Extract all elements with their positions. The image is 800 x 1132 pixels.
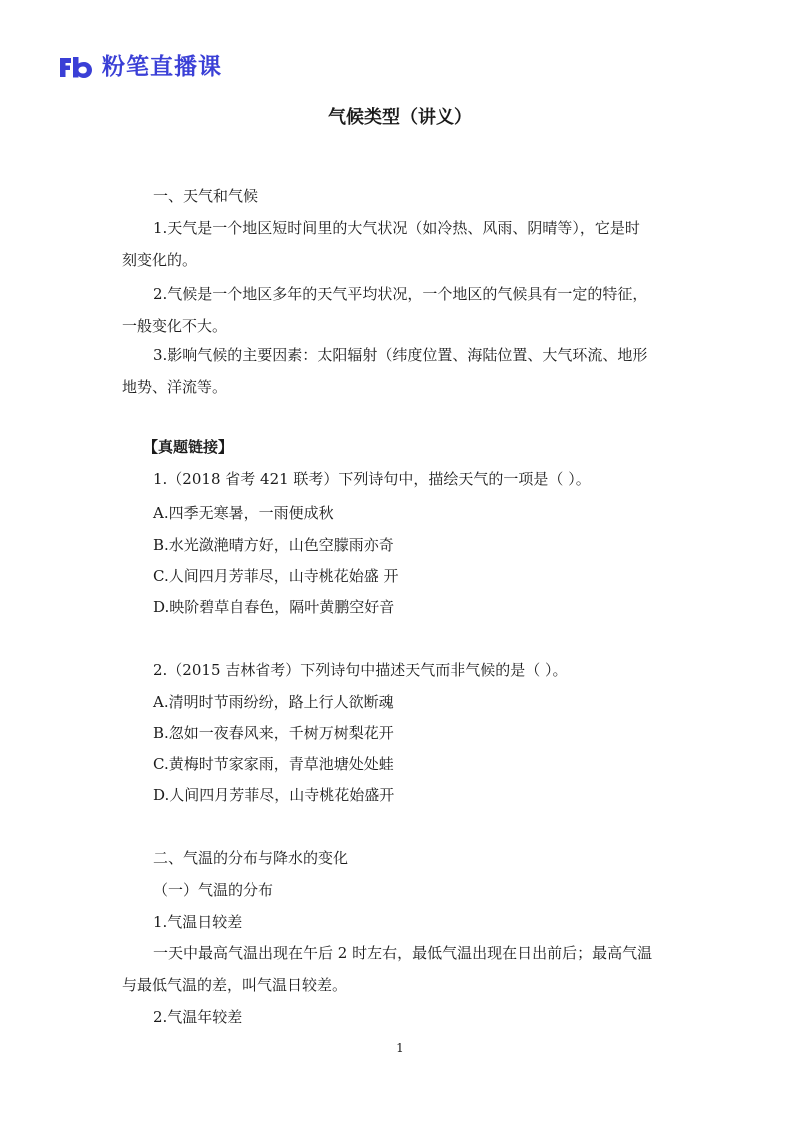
paragraph-line: 1.天气是一个地区短时间里的大气状况（如冷热、风雨、阴晴等），它是时 [153, 219, 640, 237]
sub-heading: （一）气温的分布 [153, 881, 274, 899]
paragraph-line: 与最低气温的差，叫气温日较差。 [122, 976, 348, 994]
paragraph-line: 地势、洋流等。 [122, 378, 228, 396]
section-heading-temperature: 二、气温的分布与降水的变化 [153, 849, 349, 867]
brand-logo [58, 52, 222, 82]
question-option: B.水光潋滟晴方好，山色空朦雨亦奇 [153, 536, 394, 554]
question-option: C.人间四月芳菲尽，山寺桃花始盛 开 [153, 567, 399, 585]
paragraph-line: 刻变化的。 [122, 251, 198, 269]
question-option: A.四季无寒暑，一雨便成秋 [153, 504, 334, 522]
question-option: B.忽如一夜春风来，千树万树梨花开 [153, 724, 394, 742]
list-item: 2.气温年较差 [153, 1008, 243, 1026]
exam-links-heading: 【真题链接】 [143, 438, 234, 456]
paragraph-line: 2.气候是一个地区多年的天气平均状况，一个地区的气候具有一定的特征， [153, 285, 648, 303]
paragraph-line: 一般变化不大。 [122, 317, 228, 335]
page-title: 气候类型（讲义） [328, 107, 472, 128]
question-stem: 1.（2018 省考 421 联考）下列诗句中，描绘天气的一项是（ ）。 [153, 470, 591, 488]
question-option: C.黄梅时节家家雨，青草池塘处处蛙 [153, 755, 394, 773]
brand-name: 粉笔直播课 [102, 54, 222, 80]
question-option: A.清明时节雨纷纷，路上行人欲断魂 [153, 693, 394, 711]
paragraph-line: 一天中最高气温出现在午后 2 时左右，最低气温出现在日出前后；最高气温 [153, 944, 653, 962]
question-option: D.人间四月芳菲尽，山寺桃花始盛开 [153, 786, 395, 804]
fb-logo-icon [58, 55, 94, 79]
section-heading-weather-climate: 一、天气和气候 [153, 187, 259, 205]
page-number: 1 [396, 1041, 404, 1055]
list-item: 1.气温日较差 [153, 913, 243, 931]
question-option: D.映阶碧草自春色，隔叶黄鹏空好音 [153, 598, 395, 616]
question-stem: 2.（2015 吉林省考）下列诗句中描述天气而非气候的是（ ）。 [153, 661, 568, 679]
paragraph-line: 3.影响气候的主要因素：太阳辐射（纬度位置、海陆位置、大气环流、地形 [153, 346, 648, 364]
